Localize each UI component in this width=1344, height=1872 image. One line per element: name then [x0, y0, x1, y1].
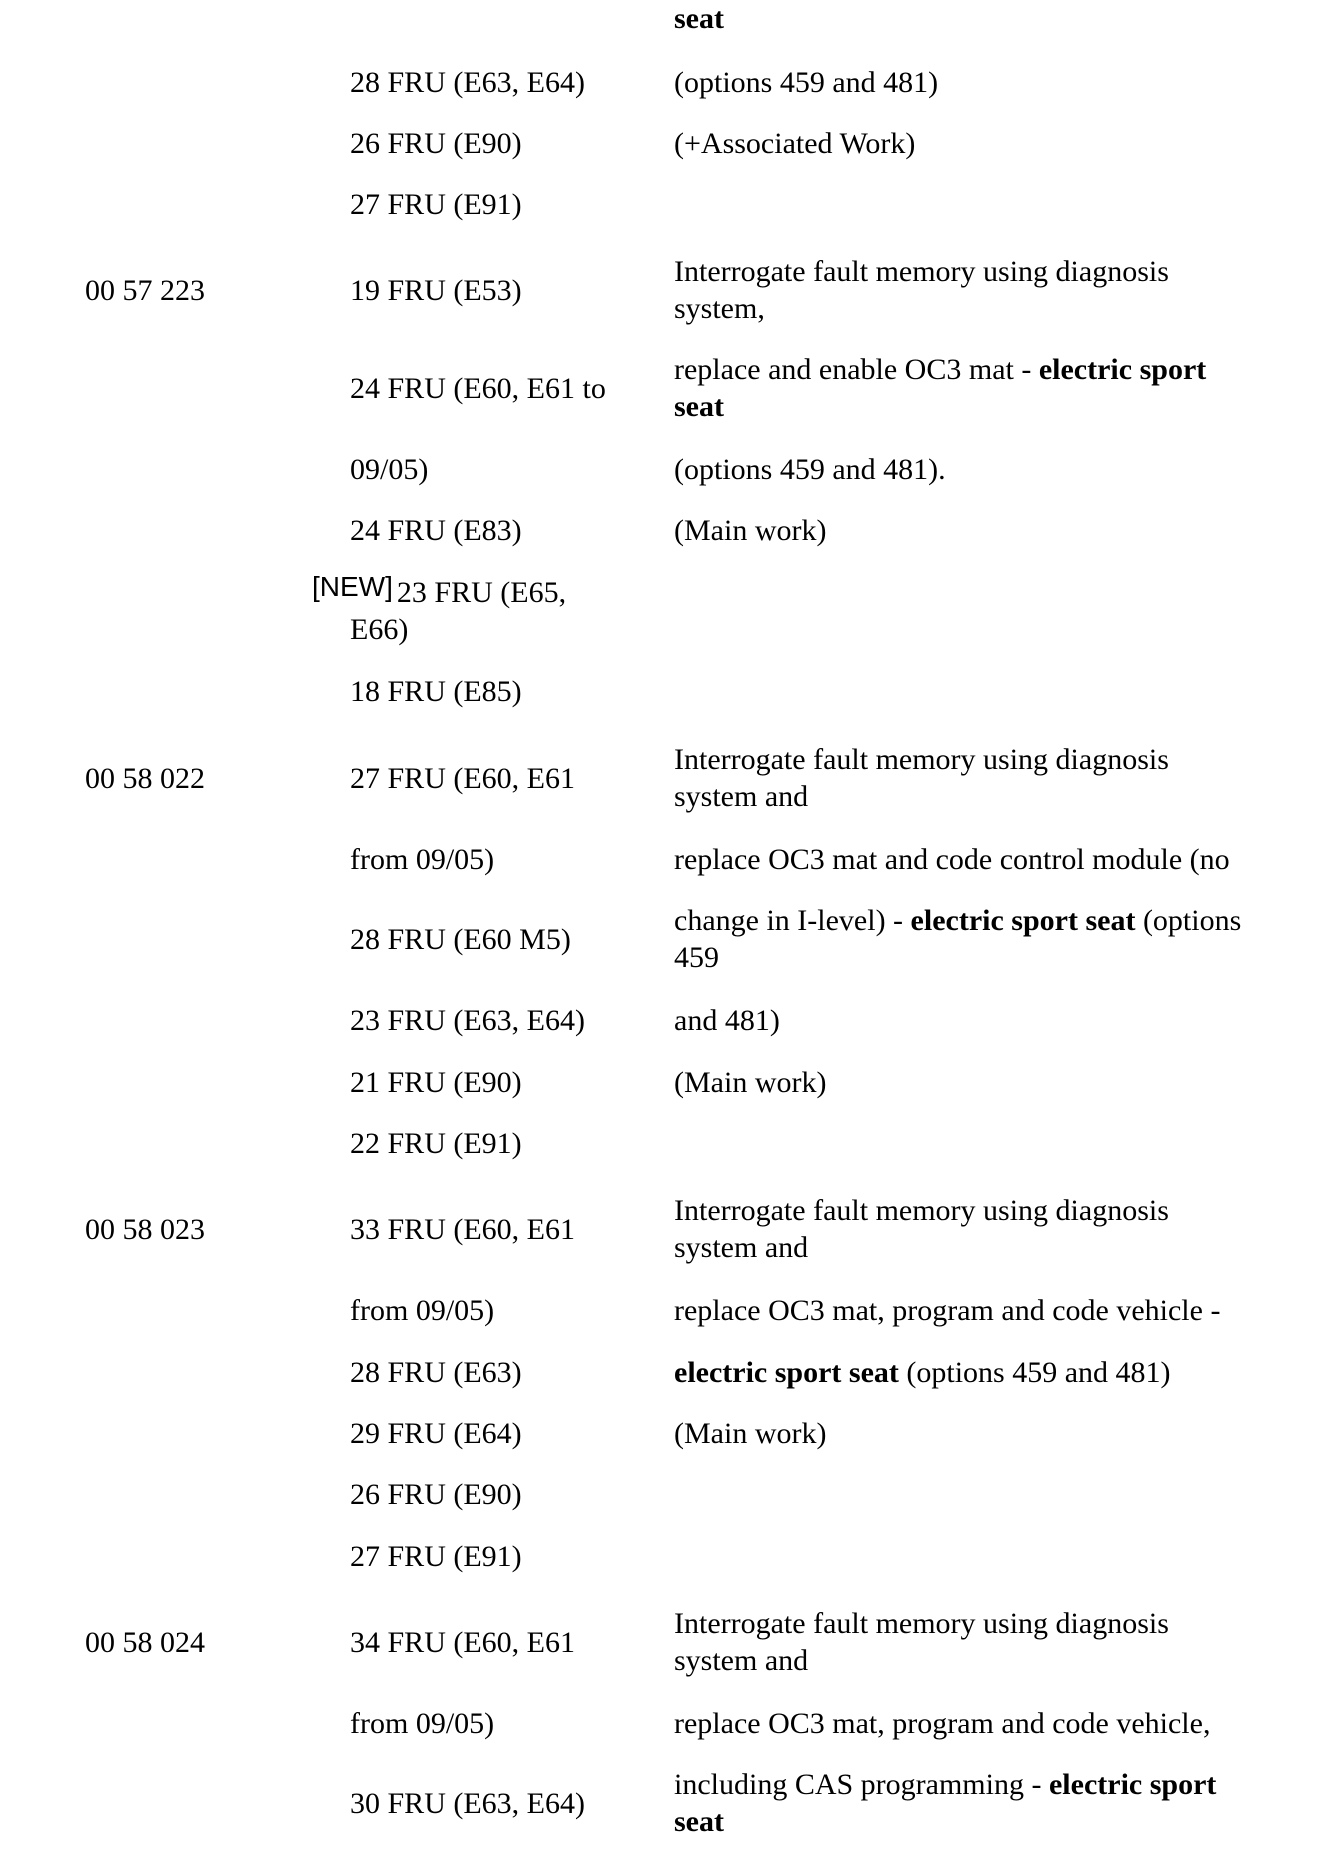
fru-line: 22 FRU (E91) [350, 1127, 522, 1160]
fru-line: 26 FRU (E90) [350, 127, 522, 160]
desc-line: Interrogate fault memory using diagnosis [674, 743, 1169, 776]
fru-line: 28 FRU (E63, E64) [350, 66, 585, 99]
fru-line: 24 FRU (E83) [350, 514, 522, 547]
fru-line: from 09/05) [350, 1707, 495, 1740]
desc-line: replace OC3 mat and code control module (no [674, 843, 1230, 876]
desc-line: (Main work) [674, 514, 827, 547]
new-badge: [NEW] [312, 571, 393, 602]
operation-code: 00 57 223 [85, 274, 205, 307]
operation-code: 00 58 023 [85, 1213, 205, 1246]
fru-line: 23 FRU (E63, E64) [350, 1004, 585, 1037]
desc-line: Interrogate fault memory using diagnosis [674, 1607, 1169, 1640]
desc-line: Interrogate fault memory using diagnosis [674, 255, 1169, 288]
desc-line: change in I-level) - electric sport seat (options [674, 904, 1242, 937]
fru-line: E66) [350, 613, 409, 646]
desc-line: replace OC3 mat, program and code vehicle, [674, 1707, 1211, 1740]
desc-line: 459 [674, 941, 719, 974]
desc-line: system and [674, 780, 809, 813]
desc-line: replace and enable OC3 mat - electric sport [674, 353, 1207, 386]
fru-line: 28 FRU (E60 M5) [350, 923, 571, 956]
fru-line: from 09/05) [350, 843, 495, 876]
desc-line: (+Associated Work) [674, 127, 916, 160]
desc-line: system, [674, 292, 765, 325]
desc-line: seat [674, 1805, 724, 1838]
desc-line: system and [674, 1644, 809, 1677]
fru-line: 19 FRU (E53) [350, 274, 522, 307]
desc-line: (Main work) [674, 1417, 827, 1450]
fru-line: from 09/05) [350, 1294, 495, 1327]
desc-line: (Main work) [674, 1066, 827, 1099]
fru-line-new: [NEW] 23 FRU (E65, [312, 571, 567, 609]
operation-code: 00 58 024 [85, 1626, 205, 1659]
desc-line: Interrogate fault memory using diagnosis [674, 1194, 1169, 1227]
fru-line: 27 FRU (E60, E61 [350, 762, 575, 795]
desc-line: (options 459 and 481). [674, 453, 946, 486]
fru-line: 26 FRU (E90) [350, 1478, 522, 1511]
desc-seat-tail: seat [674, 2, 724, 35]
fru-line: 28 FRU (E63) [350, 1356, 522, 1389]
fru-line: 18 FRU (E85) [350, 675, 522, 708]
fru-line: 34 FRU (E60, E61 [350, 1626, 575, 1659]
fru-line: 33 FRU (E60, E61 [350, 1213, 575, 1246]
fru-line: 21 FRU (E90) [350, 1066, 522, 1099]
desc-line: seat [674, 390, 724, 423]
fru-line: 27 FRU (E91) [350, 1540, 522, 1573]
desc-line: including CAS programming - electric sport [674, 1768, 1217, 1801]
desc-line: (options 459 and 481) [674, 66, 939, 99]
operation-code: 00 58 022 [85, 762, 205, 795]
fru-line: 24 FRU (E60, E61 to [350, 372, 606, 405]
fru-line: 09/05) [350, 453, 429, 486]
fru-line: 29 FRU (E64) [350, 1417, 522, 1450]
desc-line: replace OC3 mat, program and code vehicle - [674, 1294, 1221, 1327]
fru-line: 27 FRU (E91) [350, 188, 522, 221]
desc-line: and 481) [674, 1004, 780, 1037]
desc-line: system and [674, 1231, 809, 1264]
fru-line: 30 FRU (E63, E64) [350, 1787, 585, 1820]
desc-line: electric sport seat (options 459 and 481) [674, 1356, 1171, 1389]
